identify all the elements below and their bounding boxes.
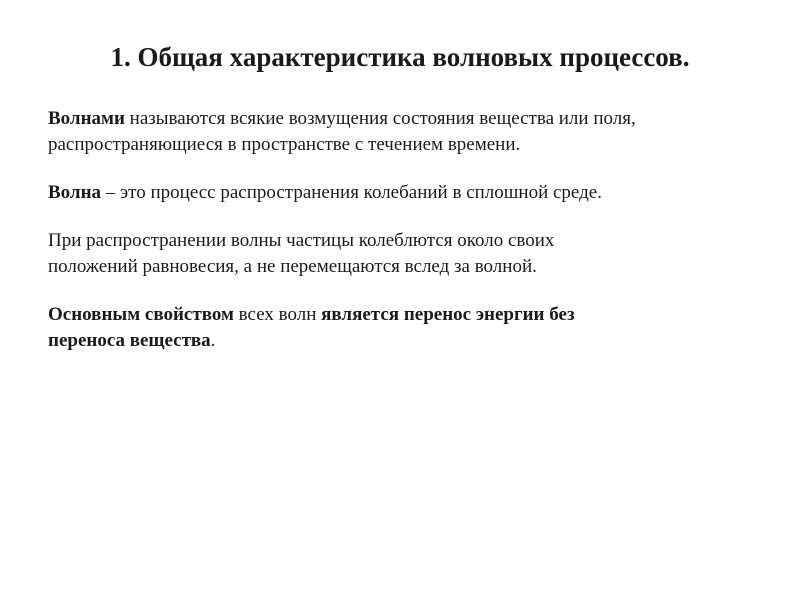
slide-body bbox=[48, 106, 768, 376]
connector-text: всех волн bbox=[233, 304, 322, 325]
definition-text: – это процесс распространения колебаний в сплошной среде. bbox=[101, 182, 602, 203]
term-energy-transfer: является перенос энергии без bbox=[321, 304, 575, 325]
period-text: . bbox=[210, 330, 216, 351]
paragraph-line bbox=[48, 106, 768, 132]
paragraph-line bbox=[48, 302, 768, 328]
term-main-property: Основным свойством bbox=[48, 304, 234, 325]
term-wave: Волна bbox=[48, 182, 102, 203]
paragraph-line: распространяющиеся в пространстве с течением времени. bbox=[48, 134, 521, 155]
paragraph-waves-definition bbox=[48, 106, 768, 158]
paragraph-main-property bbox=[48, 302, 768, 354]
paragraph-line: При распространении волны частицы колеблются около своих bbox=[48, 230, 555, 251]
paragraph-line bbox=[48, 328, 768, 354]
paragraph-line bbox=[48, 180, 768, 206]
definition-text: называются всякие возмущения состояния вещества или поля, bbox=[124, 108, 636, 129]
paragraph-line: положений равновесия, а не перемещаются вслед за волной. bbox=[48, 256, 537, 277]
term-waves: Волнами bbox=[48, 108, 125, 129]
paragraph-particles bbox=[48, 228, 768, 280]
term-matter-transfer: переноса вещества bbox=[48, 330, 211, 351]
slide-title: 1. Общая характеристика волновых процессов. bbox=[110, 42, 690, 72]
paragraph-wave-process bbox=[48, 180, 768, 206]
